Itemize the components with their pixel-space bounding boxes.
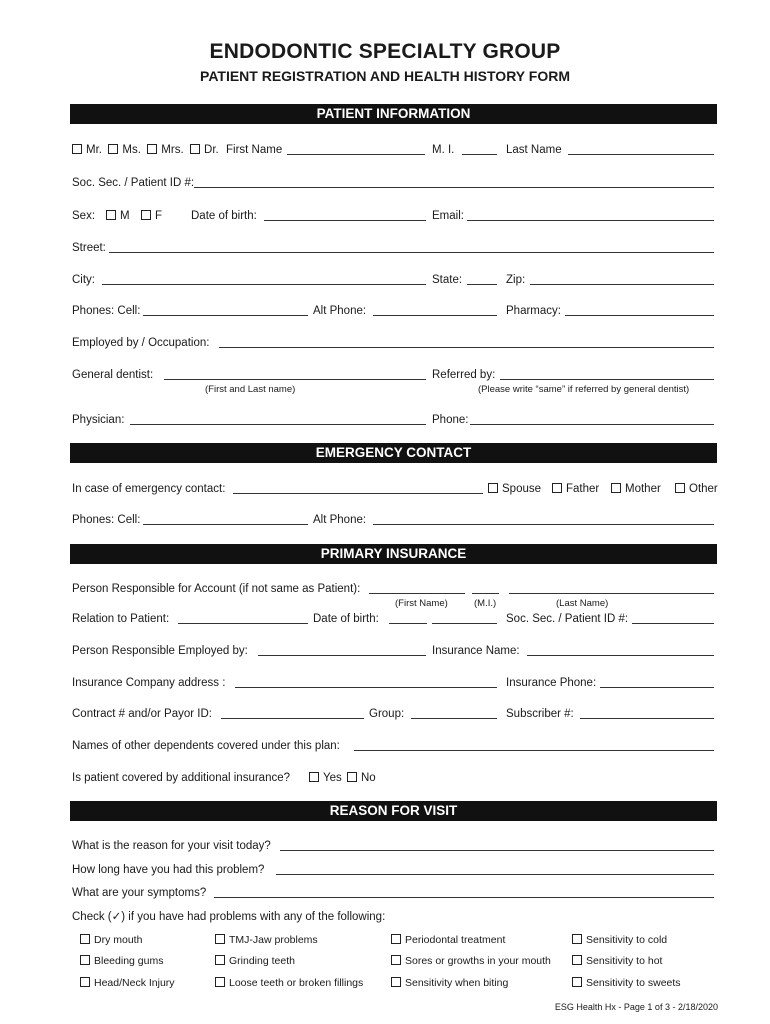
form-title: ENDODONTIC SPECIALTY GROUP (209, 40, 561, 63)
email-label: Email: (432, 210, 464, 222)
contract-field[interactable] (221, 718, 364, 719)
responsible-last-name-field[interactable] (509, 593, 714, 594)
ssn-field[interactable] (194, 187, 714, 188)
general-dentist-field[interactable] (164, 379, 426, 380)
sex-option-f[interactable]: F (141, 209, 162, 223)
dob-label: Date of birth: (191, 210, 257, 222)
checkbox-icon (391, 977, 401, 987)
dependents-label: Names of other dependents covered under this plan: (72, 740, 340, 752)
checkbox-icon (190, 144, 200, 154)
emergency-cell-field[interactable] (143, 524, 308, 525)
reason-label: What is the reason for your visit today? (72, 840, 271, 852)
relation-label: Relation to Patient: (72, 613, 170, 625)
responsible-label: Person Responsible for Account (if not same as Patient): (72, 583, 361, 595)
zip-field[interactable] (530, 284, 714, 285)
city-label: City: (72, 274, 95, 286)
sex-label: Sex: (72, 210, 96, 222)
problem-loose-teeth[interactable]: Loose teeth or broken fillings (215, 977, 363, 989)
checkbox-icon (72, 144, 82, 154)
ssn-label: Soc. Sec. / Patient ID #: (72, 177, 195, 189)
checkbox-icon (215, 977, 225, 987)
title-option-mr[interactable]: Mr. (72, 144, 102, 156)
checkbox-icon (572, 977, 582, 987)
symptoms-field[interactable] (214, 897, 714, 898)
page-footer: ESG Health Hx - Page 1 of 3 - 2/18/2020 (554, 1002, 718, 1012)
additional-no-option[interactable]: No (347, 771, 376, 785)
emergency-alt-phone-field[interactable] (373, 524, 714, 525)
checkbox-icon (391, 955, 401, 965)
physician-phone-field[interactable] (470, 424, 714, 425)
referred-hint: (Please write “same” if referred by general dentist) (478, 384, 690, 395)
physician-field[interactable] (130, 424, 426, 425)
problem-tmj[interactable]: TMJ-Jaw problems (215, 934, 318, 946)
employed-field[interactable] (219, 347, 714, 348)
company-address-label: Insurance Company address : (72, 677, 226, 689)
state-field[interactable] (467, 284, 497, 285)
form-subtitle: PATIENT REGISTRATION AND HEALTH HISTORY FORM (200, 68, 570, 84)
problem-head-neck-injury[interactable]: Head/Neck Injury (80, 977, 175, 989)
emergency-contact-label: In case of emergency contact: (72, 483, 226, 495)
checkbox-icon (80, 977, 90, 987)
company-address-field[interactable] (235, 687, 497, 688)
insurance-phone-label: Insurance Phone: (506, 677, 597, 689)
group-label: Group: (369, 708, 405, 720)
responsible-dob-field-a[interactable] (389, 623, 427, 624)
zip-label: Zip: (506, 274, 526, 286)
problem-periodontal[interactable]: Periodontal treatment (391, 934, 505, 946)
sex-option-m[interactable]: M (106, 209, 130, 223)
insurance-name-label: Insurance Name: (432, 645, 520, 657)
first-name-label: First Name (226, 144, 283, 156)
how-long-field[interactable] (276, 874, 714, 875)
insurance-phone-field[interactable] (600, 687, 714, 688)
relation-option-father[interactable]: Father (552, 482, 599, 496)
title-options (72, 143, 219, 157)
checkbox-icon (347, 772, 357, 782)
problem-sores[interactable]: Sores or growths in your mouth (391, 955, 551, 967)
checkbox-icon (147, 144, 157, 154)
physician-label: Physician: (72, 414, 125, 426)
section-patient-information: PATIENT INFORMATION (70, 104, 717, 124)
referred-by-label: Referred by: (432, 369, 496, 381)
responsible-mi-field[interactable] (472, 593, 499, 594)
responsible-employed-field[interactable] (258, 655, 426, 656)
relation-option-spouse[interactable]: Spouse (488, 482, 541, 496)
relation-option-other[interactable]: Other (675, 482, 718, 496)
checkbox-icon (552, 483, 562, 493)
responsible-dob-field-b[interactable] (432, 623, 497, 624)
alt-phone-label: Alt Phone: (313, 305, 367, 317)
responsible-dob-label: Date of birth: (313, 613, 379, 625)
email-field[interactable] (467, 220, 714, 221)
mi-hint: (M.I.) (474, 598, 497, 609)
last-name-label: Last Name (506, 144, 562, 156)
physician-phone-label: Phone: (432, 414, 469, 426)
problem-dry-mouth[interactable]: Dry mouth (80, 934, 142, 946)
first-name-field[interactable] (287, 154, 425, 155)
checkbox-icon (675, 483, 685, 493)
cell-phone-field[interactable] (143, 315, 308, 316)
checkbox-icon (309, 772, 319, 782)
checkbox-icon (215, 934, 225, 944)
checkbox-icon (106, 210, 116, 220)
problem-bleeding-gums[interactable]: Bleeding gums (80, 955, 163, 967)
responsible-employed-label: Person Responsible Employed by: (72, 645, 248, 657)
emergency-cell-label: Phones: Cell: (72, 514, 141, 526)
mi-field[interactable] (462, 154, 497, 155)
how-long-label: How long have you had this problem? (72, 864, 265, 876)
street-label: Street: (72, 242, 106, 254)
referred-by-field[interactable] (500, 379, 714, 380)
checkbox-icon (611, 483, 621, 493)
checkbox-icon (488, 483, 498, 493)
checkbox-icon (572, 934, 582, 944)
title-option-dr[interactable]: Dr. (190, 144, 219, 156)
checkbox-icon (80, 934, 90, 944)
subscriber-label: Subscriber #: (506, 708, 574, 720)
emergency-alt-phone-label: Alt Phone: (313, 514, 367, 526)
checkbox-icon (108, 144, 118, 154)
responsible-first-name-field[interactable] (369, 593, 465, 594)
title-option-ms[interactable]: Ms. (108, 144, 141, 156)
pharmacy-label: Pharmacy: (506, 305, 561, 317)
state-label: State: (432, 274, 463, 286)
last-name-hint: (Last Name) (556, 598, 609, 609)
problem-sensitivity-hot[interactable]: Sensitivity to hot (572, 955, 662, 967)
first-name-hint: (First Name) (395, 598, 448, 609)
reason-field[interactable] (280, 850, 714, 851)
section-primary-insurance: PRIMARY INSURANCE (70, 544, 717, 564)
general-dentist-label: General dentist: (72, 369, 154, 381)
emergency-contact-field[interactable] (233, 493, 483, 494)
pharmacy-field[interactable] (565, 315, 714, 316)
checkbox-icon (141, 210, 151, 220)
checkbox-icon (391, 934, 401, 944)
dependents-field[interactable] (354, 750, 714, 751)
title-option-mrs[interactable]: Mrs. (147, 144, 183, 156)
street-field[interactable] (109, 252, 714, 253)
mi-label: M. I. (432, 144, 455, 156)
checkbox-icon (80, 955, 90, 965)
dentist-hint: (First and Last name) (205, 384, 296, 395)
contract-label: Contract # and/or Payor ID: (72, 708, 212, 720)
group-field[interactable] (411, 718, 497, 719)
relation-field[interactable] (178, 623, 308, 624)
check-problems-label: Check (✓) if you have had problems with any of the following: (72, 911, 386, 923)
problem-sensitivity-sweets[interactable]: Sensitivity to sweets (572, 977, 681, 989)
additional-insurance-label: Is patient covered by additional insurance? (72, 772, 291, 784)
relation-option-mother[interactable]: Mother (611, 482, 661, 496)
additional-yes-option[interactable]: Yes (309, 771, 342, 785)
dob-field[interactable] (264, 220, 426, 221)
alt-phone-field[interactable] (373, 315, 497, 316)
last-name-field[interactable] (568, 154, 714, 155)
problem-sensitivity-cold[interactable]: Sensitivity to cold (572, 934, 667, 946)
section-reason-for-visit: REASON FOR VISIT (70, 801, 717, 821)
section-emergency-contact: EMERGENCY CONTACT (70, 443, 717, 463)
city-field[interactable] (102, 284, 426, 285)
insurance-name-field[interactable] (527, 655, 714, 656)
subscriber-field[interactable] (580, 718, 714, 719)
symptoms-label: What are your symptoms? (72, 887, 207, 899)
responsible-ssn-label: Soc. Sec. / Patient ID #: (506, 613, 629, 625)
cell-phone-label: Phones: Cell: (72, 305, 141, 317)
problem-sensitivity-biting[interactable]: Sensitivity when biting (391, 977, 508, 989)
problem-grinding-teeth[interactable]: Grinding teeth (215, 955, 295, 967)
checkbox-icon (572, 955, 582, 965)
employed-label: Employed by / Occupation: (72, 337, 210, 349)
checkbox-icon (215, 955, 225, 965)
responsible-ssn-field[interactable] (632, 623, 714, 624)
